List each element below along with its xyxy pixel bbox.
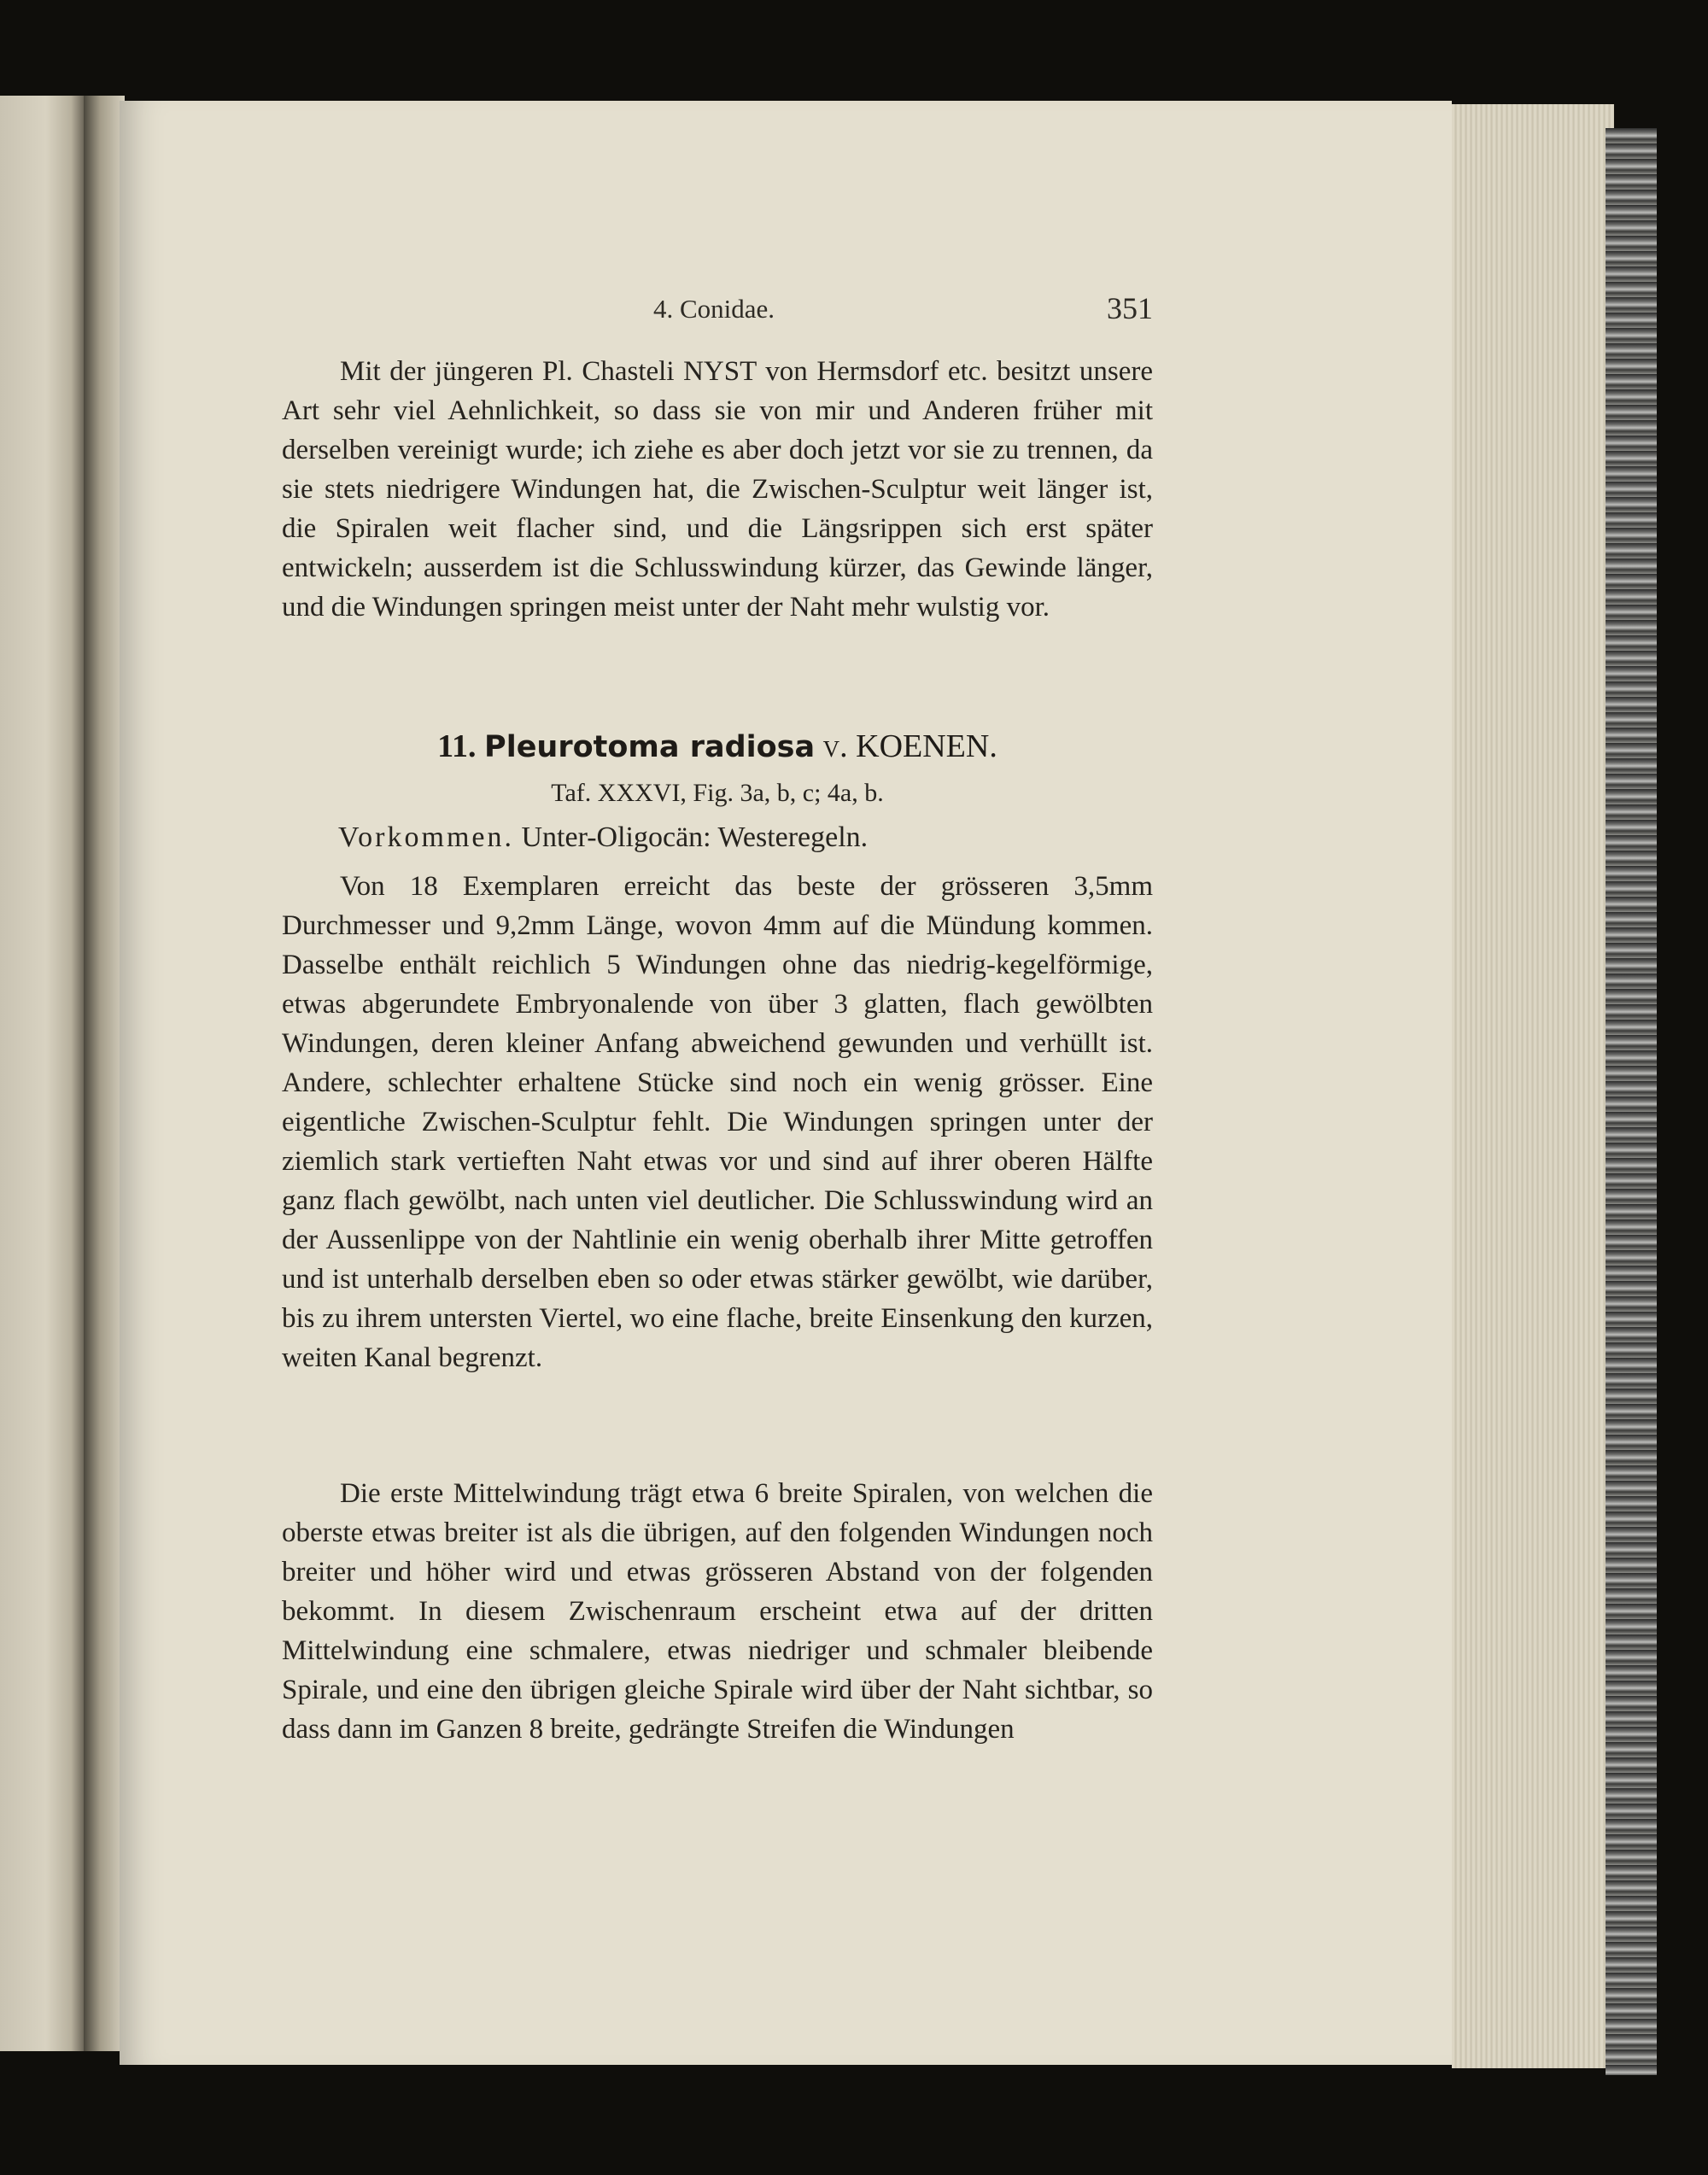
left-page-edge (0, 96, 84, 2051)
intro-paragraph-text: Mit der jüngeren Pl. Chasteli NYST von Hermsdorf etc. besitzt unsere Art sehr viel Aehnlichkeit, so dass sie von mir und Anderen früher mit derselben vereinigt wurde; ich ziehe es aber doch jetzt vor sie zu trennen, da sie stets niedrigere Windungen hat, die Zwischen-Sculptur weit länger ist, die Spiralen weit flacher sind, und die Längsrippen sich erst später entwickeln; ausserdem ist die Schlusswindung kürzer, das Gewinde länger, und die Windungen springen meist unter der Naht mehr wulstig vor. (282, 356, 1153, 623)
book-cover-edge (1606, 128, 1657, 2075)
occurrence-value: Unter-Oligocän: Westeregeln. (521, 821, 869, 853)
plate-reference: Taf. XXXVI, Fig. 3a, b, c; 4a, b. (551, 779, 884, 807)
description-paragraph-text: Von 18 Exemplaren erreicht das beste der grösseren 3,5mm Durchmesser und 9,2mm Länge, wovon 4mm auf die Mündung kommen. Dasselbe enthält reichlich 5 Windungen ohne das niedrig-kegelförmige, etwas abgerundete Embryonalende von über 3 glatten, flach gewölbten Windungen, deren kleiner Anfang abweichend gewunden und verhüllt ist. Andere, schlechter erhaltene Stücke sind noch ein wenig grösser. Eine eigentliche Zwischen-Sculptur fehlt. Die Windungen springen unter der ziemlich stark vertieften Naht etwas vor und sind auf ihrer oberen Hälfte ganz flach gewölbt, nach unten viel deutlicher. Die Schlusswindung wird an der Aussenlippe von der Nahtlinie ein wenig oberhalb ihrer Mitte getroffen und ist unterhalb derselben eben so oder etwas stärker gewölbt, wie darüber, bis zu ihrem untersten Viertel, wo eine flache, breite Einsenkung den kurzen, weiten Kanal begrenzt. (282, 871, 1153, 1373)
occurrence-label: Vorkommen. (338, 821, 514, 853)
species-name: Pleurotoma radiosa (484, 730, 816, 764)
intro-paragraph (282, 352, 1153, 627)
page-stack-edge (1452, 104, 1614, 2068)
description-paragraph (282, 867, 1153, 1377)
species-author: v. KOENEN. (822, 728, 997, 764)
species-heading (282, 728, 1153, 765)
page-number: 351 (1107, 291, 1153, 325)
sculpture-paragraph (282, 1474, 1153, 1749)
book-gutter (84, 96, 125, 2051)
running-title: 4. Conidae. (653, 294, 775, 324)
running-header (282, 289, 1153, 331)
sculpture-paragraph-text: Die erste Mittelwindung trägt etwa 6 breite Spiralen, von welchen die oberste etwas breiter ist als die übrigen, auf den folgenden Windungen noch breiter und höher wird und etwas grösseren Abstand von der folgenden bekommt. In diesem Zwischenraum erscheint etwa auf der dritten Mittelwindung eine schmalere, etwas niedriger und schmaler bleibende Spirale, und eine den übrigen gleiche Spirale wird über der Naht sichtbar, so dass dann im Ganzen 8 breite, gedrängte Streifen die Windungen (282, 1478, 1153, 1745)
species-number: 11. (437, 728, 477, 764)
occurrence-line (338, 821, 868, 854)
